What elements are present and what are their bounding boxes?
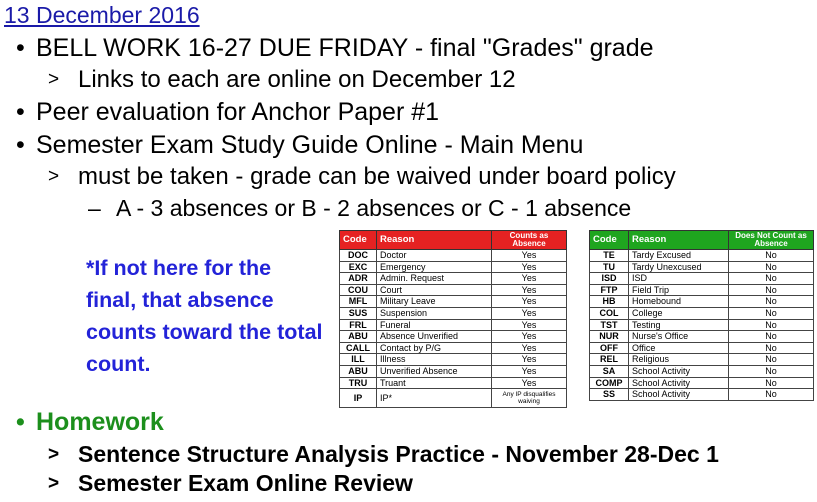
code-cell: COU <box>340 284 377 296</box>
peer-eval-text: Peer evaluation for Anchor Paper #1 <box>36 98 440 126</box>
reason-cell: School Activity <box>629 365 729 377</box>
reason-cell: Religious <box>629 354 729 366</box>
code-header: Code <box>590 231 629 250</box>
reason-cell: Testing <box>629 319 729 331</box>
reason-cell: Nurse's Office <box>629 331 729 343</box>
reason-cell: Office <box>629 342 729 354</box>
counts-header: Counts as Absence <box>492 231 567 250</box>
table-row <box>340 261 567 273</box>
value-cell: Yes <box>492 296 567 308</box>
table-row <box>340 307 567 319</box>
arrow-marker: > <box>48 473 60 494</box>
table-row <box>340 331 567 343</box>
reason-cell: Illness <box>377 354 492 366</box>
value-cell: Yes <box>492 365 567 377</box>
code-cell: TRU <box>340 377 377 389</box>
reason-header: Reason <box>377 231 492 250</box>
must-be-taken-text: must be taken - grade can be waived under board policy <box>78 163 676 190</box>
value-cell: No <box>729 365 814 377</box>
value-cell: No <box>729 354 814 366</box>
bullet-marker: • <box>16 131 25 159</box>
code-cell: HB <box>590 296 629 308</box>
reason-cell: School Activity <box>629 377 729 389</box>
bell-work-text: BELL WORK 16-27 DUE FRIDAY - final "Grades" grade <box>36 34 654 62</box>
reason-cell: Tardy Unexcused <box>629 261 729 273</box>
absences-text: A - 3 absences or B - 2 absences or C - 1 absence <box>116 195 632 221</box>
value-cell: No <box>729 261 814 273</box>
value-cell: Yes <box>492 261 567 273</box>
code-cell: ADR <box>340 273 377 285</box>
reason-cell: IP* <box>377 389 492 408</box>
code-cell: OFF <box>590 342 629 354</box>
reason-cell: Emergency <box>377 261 492 273</box>
reason-cell: Unverified Absence <box>377 365 492 377</box>
reason-cell: Doctor <box>377 250 492 262</box>
code-cell: DOC <box>340 250 377 262</box>
code-cell: IP <box>340 389 377 408</box>
bullet-marker: • <box>16 408 25 436</box>
code-cell: SUS <box>340 307 377 319</box>
code-cell: NUR <box>590 331 629 343</box>
sub-sub-line <box>88 195 631 222</box>
code-cell: REL <box>590 354 629 366</box>
value-cell: Yes <box>492 307 567 319</box>
homework-item-text: Semester Exam Online Review <box>78 470 413 496</box>
reason-cell: Admin. Request <box>377 273 492 285</box>
code-cell: COL <box>590 307 629 319</box>
reason-cell: ISD <box>629 273 729 285</box>
code-cell: ABU <box>340 331 377 343</box>
bullet-line-2 <box>4 98 439 127</box>
code-cell: ISD <box>590 273 629 285</box>
table-row <box>590 377 814 389</box>
reason-cell: School Activity <box>629 389 729 401</box>
reason-cell: Absence Unverified <box>377 331 492 343</box>
table-row <box>340 273 567 285</box>
table-row <box>590 284 814 296</box>
reason-cell: Military Leave <box>377 296 492 308</box>
table-row <box>340 296 567 308</box>
table-row <box>590 307 814 319</box>
homework-item-text: Sentence Structure Analysis Practice - November 28-Dec 1 <box>78 441 719 467</box>
code-cell: ILL <box>340 354 377 366</box>
code-cell: SA <box>590 365 629 377</box>
table-row <box>340 250 567 262</box>
value-cell: No <box>729 296 814 308</box>
code-cell: FRL <box>340 319 377 331</box>
homework-label: Homework <box>36 408 164 436</box>
arrow-marker: > <box>48 69 60 90</box>
value-cell: Yes <box>492 273 567 285</box>
table-row <box>340 342 567 354</box>
table-row <box>590 331 814 343</box>
value-cell: No <box>729 389 814 401</box>
table-row <box>590 365 814 377</box>
reason-cell: Contact by P/G <box>377 342 492 354</box>
code-cell: EXC <box>340 261 377 273</box>
table-row <box>340 389 567 408</box>
code-cell: TST <box>590 319 629 331</box>
code-cell: MFL <box>340 296 377 308</box>
reason-cell: Court <box>377 284 492 296</box>
value-cell: No <box>729 319 814 331</box>
reason-cell: Tardy Excused <box>629 250 729 262</box>
value-cell: Yes <box>492 342 567 354</box>
homework-item-1 <box>48 441 719 468</box>
counts-as-absence-table <box>339 230 567 408</box>
code-header: Code <box>340 231 377 250</box>
value-cell: No <box>729 273 814 285</box>
table-row <box>590 389 814 401</box>
value-cell: No <box>729 307 814 319</box>
table-row <box>590 273 814 285</box>
sub-line-1 <box>48 66 516 94</box>
value-cell: No <box>729 331 814 343</box>
arrow-marker: > <box>48 444 60 465</box>
bullet-line-3 <box>4 131 583 160</box>
reason-cell: Truant <box>377 377 492 389</box>
table-row <box>340 377 567 389</box>
reason-cell: College <box>629 307 729 319</box>
value-cell: No <box>729 284 814 296</box>
bullet-marker: • <box>16 98 25 126</box>
homework-item-2 <box>48 470 413 497</box>
reason-cell: Field Trip <box>629 284 729 296</box>
value-cell: Yes <box>492 284 567 296</box>
table-row <box>590 261 814 273</box>
table-row <box>590 319 814 331</box>
table-row <box>340 354 567 366</box>
value-cell: Yes <box>492 377 567 389</box>
arrow-marker: > <box>48 166 60 187</box>
code-cell: CALL <box>340 342 377 354</box>
final-absence-note: *If not here for the final, that absence counts toward the total count. <box>86 256 323 376</box>
links-text: Links to each are online on December 12 <box>78 66 516 93</box>
table-row <box>590 342 814 354</box>
code-cell: SS <box>590 389 629 401</box>
reason-cell: Homebound <box>629 296 729 308</box>
reason-cell: Suspension <box>377 307 492 319</box>
value-cell: No <box>729 342 814 354</box>
value-cell: No <box>729 377 814 389</box>
bullet-line-1 <box>4 34 654 63</box>
value-cell: Yes <box>492 250 567 262</box>
value-cell: Yes <box>492 331 567 343</box>
code-cell: ABU <box>340 365 377 377</box>
table-row <box>340 365 567 377</box>
code-cell: COMP <box>590 377 629 389</box>
table-row <box>340 284 567 296</box>
does-not-count-header: Does Not Count as Absence <box>729 231 814 250</box>
value-cell: No <box>729 250 814 262</box>
table-row <box>590 250 814 262</box>
reason-cell: Funeral <box>377 319 492 331</box>
date-heading[interactable]: 13 December 2016 <box>4 2 200 28</box>
value-cell: Yes <box>492 354 567 366</box>
value-cell: Yes <box>492 319 567 331</box>
reason-header: Reason <box>629 231 729 250</box>
code-cell: FTP <box>590 284 629 296</box>
code-cell: TU <box>590 261 629 273</box>
homework-line <box>4 408 164 437</box>
sub-line-2 <box>48 163 676 191</box>
not-counted-absence-table <box>589 230 814 401</box>
table-row <box>340 319 567 331</box>
dash-marker: – <box>88 195 101 221</box>
table-row <box>590 354 814 366</box>
table-row <box>590 296 814 308</box>
value-cell: Any IP disqualifies waiving <box>492 389 567 408</box>
bullet-marker: • <box>16 34 25 62</box>
code-cell: TE <box>590 250 629 262</box>
study-guide-text: Semester Exam Study Guide Online - Main Menu <box>36 131 584 159</box>
